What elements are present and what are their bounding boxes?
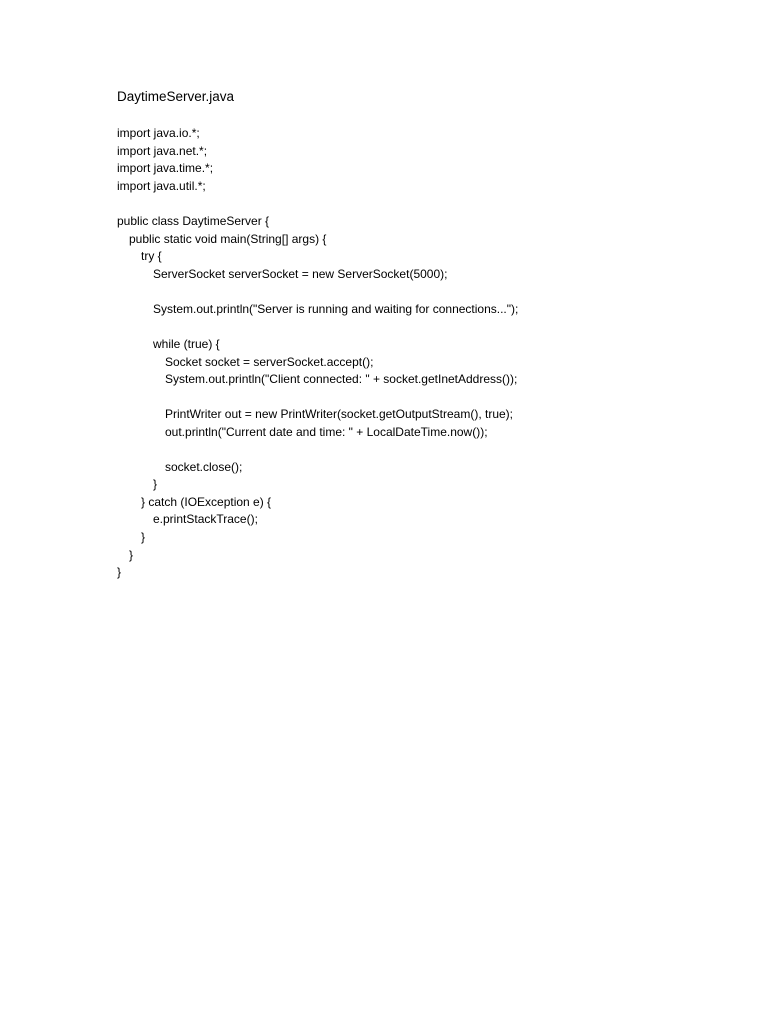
code-line-catch: } catch (IOException e) { <box>141 495 272 509</box>
code-line-class-declaration: public class DaytimeServer { <box>117 214 270 228</box>
code-line-date-time-print: out.println("Current date and time: " + LocalDateTime.now()); <box>165 425 488 439</box>
code-line-close-while: } <box>153 477 158 491</box>
code-line-accept: Socket socket = serverSocket.accept(); <box>165 355 374 369</box>
code-line-socket-close: socket.close(); <box>165 460 243 474</box>
code-line-import-io: import java.io.*; <box>117 126 200 140</box>
code-line-print-stack-trace: e.printStackTrace(); <box>153 512 258 526</box>
code-line-print-writer: PrintWriter out = new PrintWriter(socket.getOutputStream(), true); <box>165 407 513 421</box>
code-line-close-class: } <box>117 565 122 579</box>
code-line-server-socket: ServerSocket serverSocket = new ServerSocket(5000); <box>153 267 448 281</box>
code-line-import-util: import java.util.*; <box>117 179 206 193</box>
code-line-try: try { <box>141 249 162 263</box>
code-line-close-method: } <box>129 548 134 562</box>
code-line-server-running-print: System.out.println("Server is running and waiting for connections..."); <box>153 302 519 316</box>
code-line-client-connected-print: System.out.println("Client connected: " + socket.getInetAddress()); <box>165 372 518 386</box>
code-line-close-catch: } <box>141 530 146 544</box>
code-line-import-time: import java.time.*; <box>117 161 214 175</box>
code-line-while: while (true) { <box>153 337 220 351</box>
code-line-main-method: public static void main(String[] args) { <box>129 232 327 246</box>
document-title: DaytimeServer.java <box>117 89 235 104</box>
code-line-import-net: import java.net.*; <box>117 144 208 158</box>
